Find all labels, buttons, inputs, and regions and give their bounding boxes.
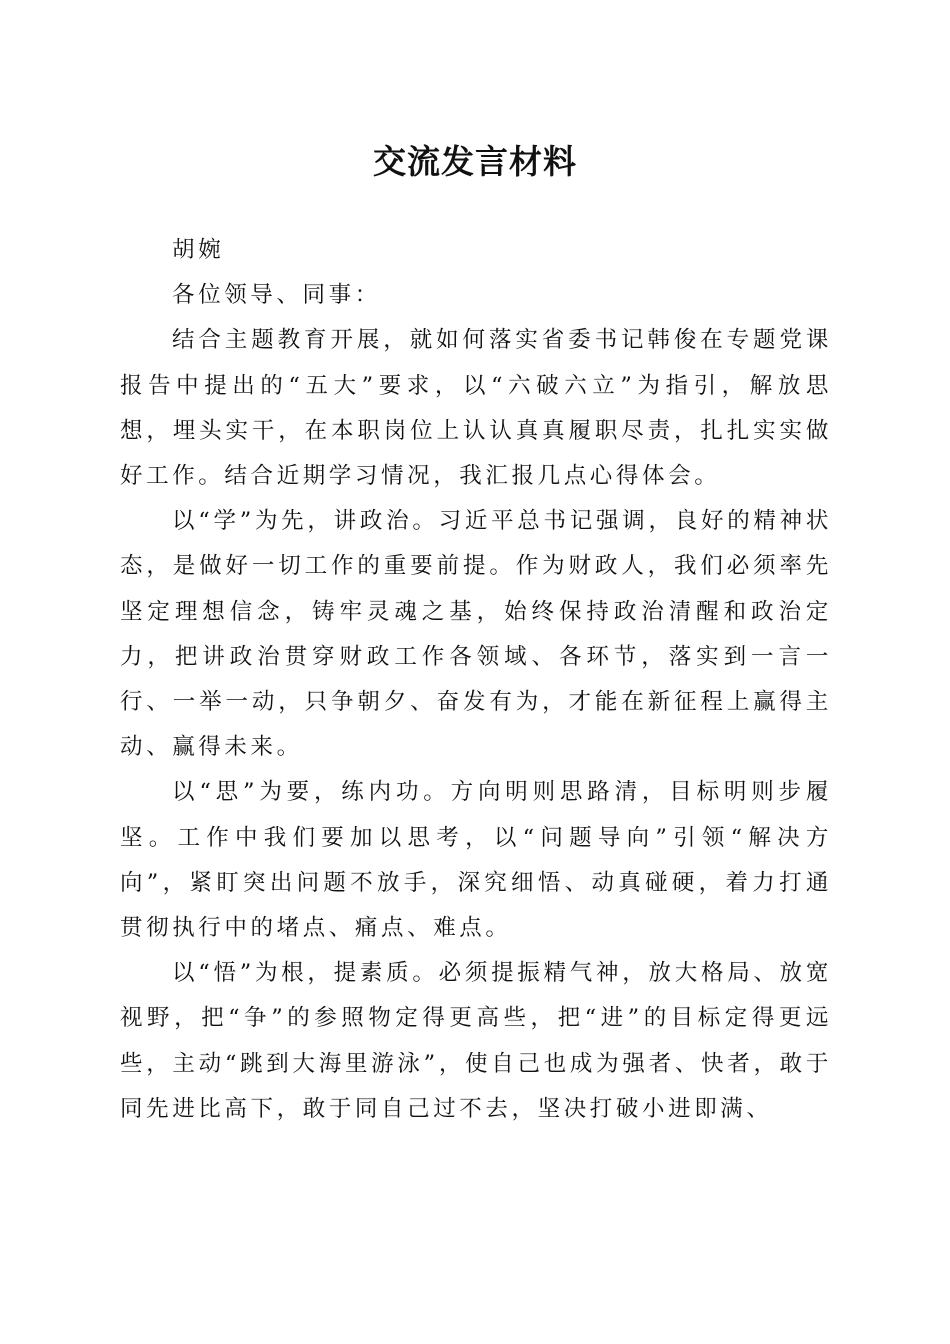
- salutation: 各位领导、同事：: [172, 282, 381, 309]
- document-body: [120, 228, 832, 1132]
- document-title: 交流发言材料: [373, 142, 577, 181]
- paragraph-intro: 结合主题教育开展，就如何落实省委书记韩俊在专题党课报告中提出的“五大”要求，以“六破六立”为指引，解放思想，埋头实干，在本职岗位上认认真真履职尽责，扎扎实实做好工作。结合近期学习情况，我汇报几点心得体会。: [120, 327, 832, 490]
- paragraph-think: 以“思”为要，练内功。方向明则思路清，目标明则步履坚。工作中我们要加以思考，以“问题导向”引领“解决方向”，紧盯突出问题不放手，深究细悟、动真碰硬，着力打通贯彻执行中的堵点、痛点、难点。: [120, 779, 832, 942]
- paragraph-realize: 以“悟”为根，提素质。必须提振精气神，放大格局、放宽视野，把“争”的参照物定得更高些，把“进”的目标定得更远些，主动“跳到大海里游泳”，使自己也成为强者、快者，敢于同先进比高下，敢于同自己过不去，坚决打破小进即满、: [120, 960, 832, 1122]
- author-name: 胡婉: [172, 237, 225, 263]
- paragraph-study: 以“学”为先，讲政治。习近平总书记强调，良好的精神状态，是做好一切工作的重要前提。作为财政人，我们必须率先坚定理想信念，铸牢灵魂之基，始终保持政治清醒和政治定力，把讲政治贯穿财政工作各领域、各环节，落实到一言一行、一举一动，只争朝夕、奋发有为，才能在新征程上赢得主动、赢得未来。: [120, 508, 832, 761]
